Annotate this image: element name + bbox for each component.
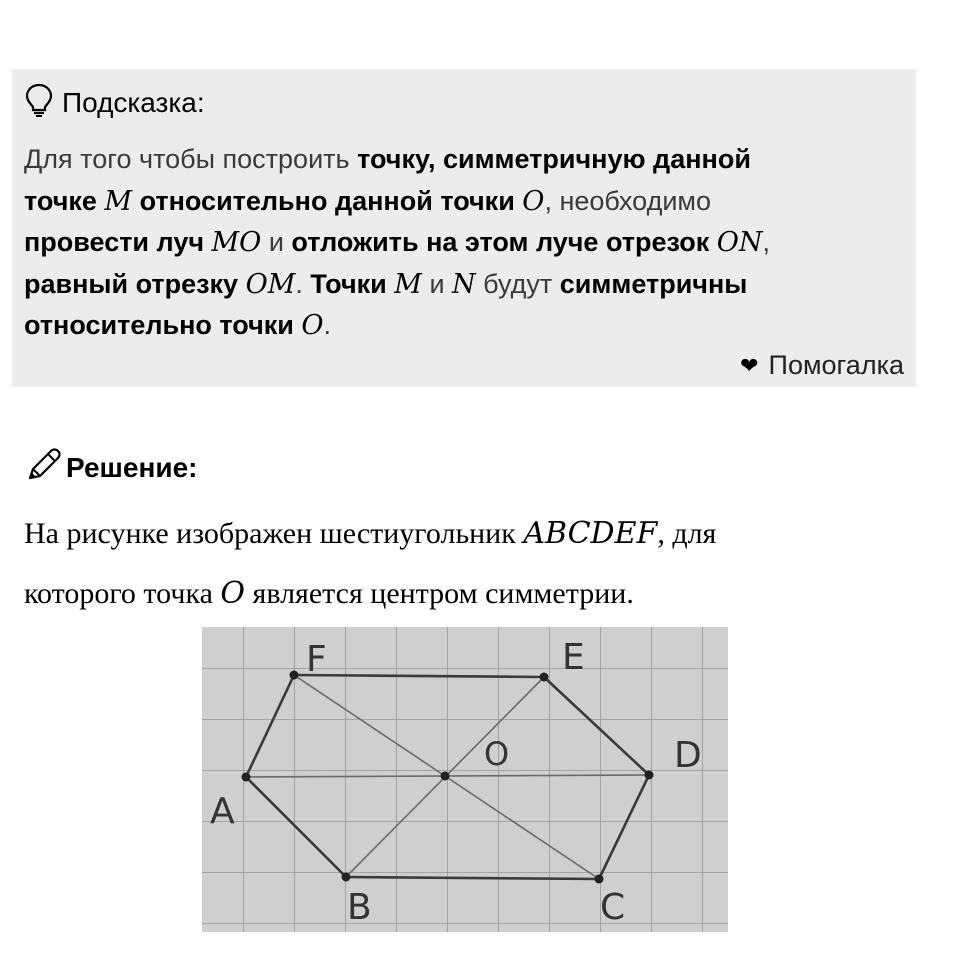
hint-text-span: Для того чтобы построить bbox=[24, 144, 358, 174]
label-d: D bbox=[674, 735, 702, 776]
math-symbol: O bbox=[220, 576, 246, 611]
helper-link[interactable] bbox=[740, 350, 904, 381]
hint-line-5 bbox=[24, 305, 904, 347]
hint-text-span: , необходимо bbox=[544, 185, 711, 216]
label-o: O bbox=[484, 735, 510, 773]
hint-header bbox=[24, 83, 205, 122]
math-symbol: M bbox=[104, 185, 133, 217]
math-symbol: M bbox=[394, 268, 422, 300]
vertex-a bbox=[242, 773, 251, 782]
hint-bold-span: относительно данной точки bbox=[132, 185, 523, 216]
pencil-icon bbox=[24, 446, 62, 489]
label-a: A bbox=[210, 791, 235, 832]
hint-box bbox=[12, 69, 916, 387]
math-symbol: N bbox=[452, 268, 476, 300]
label-e: E bbox=[562, 637, 585, 678]
hint-line-2 bbox=[24, 181, 904, 223]
hexagon-drawing bbox=[202, 627, 728, 932]
hint-text-span: и bbox=[421, 268, 453, 299]
math-symbol: O bbox=[301, 310, 324, 341]
label-b: B bbox=[347, 887, 372, 928]
hint-text-span: . bbox=[323, 310, 332, 340]
solution-header bbox=[24, 446, 197, 489]
math-symbol: ON bbox=[716, 227, 763, 258]
hint-bold-span: провести луч bbox=[24, 227, 212, 257]
hint-text-span: , bbox=[762, 227, 771, 257]
helper-label: Помогалка bbox=[768, 350, 904, 380]
solution-text-span: является центром симметрии. bbox=[245, 577, 634, 610]
vertex-f bbox=[290, 671, 299, 680]
hint-bold-span: Точки bbox=[310, 268, 395, 299]
solution-text-span: , для bbox=[657, 517, 717, 550]
math-symbol: OM bbox=[245, 268, 296, 300]
vertex-c bbox=[595, 875, 604, 884]
grid-lines bbox=[202, 627, 728, 932]
hint-line-3 bbox=[24, 222, 904, 264]
solution-line-2 bbox=[24, 564, 924, 624]
center-o bbox=[441, 772, 450, 781]
label-f: F bbox=[306, 639, 327, 680]
hint-bold-span: равный отрезку bbox=[24, 268, 246, 299]
hint-bold-span: относительно точки bbox=[24, 310, 302, 340]
vertex-d bbox=[645, 771, 654, 780]
solution-text-span: которого точка bbox=[24, 577, 221, 610]
hint-bold-span: точку, симметричную данной bbox=[357, 144, 751, 174]
hint-text-span: будут bbox=[475, 268, 560, 299]
hexagon-figure bbox=[202, 627, 728, 932]
solution-text-span: На рисунке изображен шестиугольник bbox=[24, 517, 524, 550]
hint-line-1 bbox=[24, 139, 904, 181]
math-symbol: ABCDEF bbox=[523, 516, 658, 551]
solution-title: Решение: bbox=[66, 451, 198, 483]
solution-text bbox=[24, 504, 924, 624]
hint-title: Подсказка: bbox=[62, 86, 205, 118]
hint-text-span: . bbox=[295, 268, 311, 299]
heart-icon: ❤ bbox=[740, 352, 759, 378]
hint-line-4 bbox=[24, 264, 904, 306]
math-symbol: MO bbox=[211, 227, 262, 258]
vertex-e bbox=[540, 673, 549, 682]
hint-bold-span: симметричны bbox=[559, 268, 748, 299]
solution-line-1 bbox=[24, 504, 924, 564]
lightbulb-icon bbox=[24, 83, 54, 122]
math-symbol: O bbox=[522, 185, 545, 217]
hint-text bbox=[24, 139, 904, 347]
hint-bold-span: точке bbox=[24, 185, 105, 216]
vertex-b bbox=[342, 873, 351, 882]
hint-text-span: и bbox=[261, 227, 292, 257]
hint-bold-span: отложить на этом луче отрезок bbox=[291, 227, 717, 257]
label-c: C bbox=[600, 887, 626, 928]
